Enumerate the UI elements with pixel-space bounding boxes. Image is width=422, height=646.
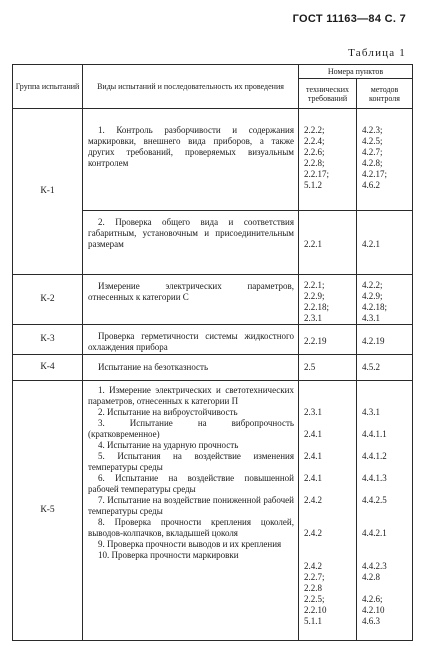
test-text: 8. Проверка прочности крепления цоколей, выводов-колпачков, вкладышей цоколя	[88, 517, 294, 538]
col-header-methods: методов контроля	[357, 79, 413, 109]
tech-ref: 2.2.17;	[304, 169, 330, 179]
table-row	[13, 355, 413, 381]
test-text: 6. Испытание на воздействие повышенной рабочей температуры среды	[88, 473, 294, 494]
method-ref: 4.2.8;	[362, 158, 383, 168]
test-text: Испытание на безотказность	[98, 362, 209, 372]
table-label: Таблица 1	[348, 47, 406, 59]
method-ref: 4.4.1.2	[362, 451, 387, 461]
test-text: 9. Проверка прочности выводов и их крепления	[98, 539, 282, 549]
test-text: Проверка герметичности системы жидкостного охлаждения прибора	[88, 331, 294, 352]
tech-ref: 2.2.7; 2.2.8	[304, 572, 325, 593]
tech-ref: 2.4.1	[304, 429, 322, 439]
method-ref: 4.2.1	[357, 211, 413, 275]
tech-ref: 2.5	[299, 355, 357, 381]
method-ref: 4.2.9;	[362, 291, 383, 301]
method-ref: 4.6.2	[362, 180, 380, 190]
tech-ref: 2.4.1	[304, 473, 322, 483]
page-header: ГОСТ 11163—84 С. 7	[292, 13, 406, 25]
test-text: 2. Испытание на виброустойчивость	[98, 407, 238, 417]
method-ref: 4.2.18;	[362, 302, 388, 312]
test-text: 7. Испытание на воздействие пониженной рабочей температуры среды	[88, 495, 294, 516]
method-ref: 4.2.2;	[362, 280, 383, 290]
method-ref: 4.5.2	[357, 355, 413, 381]
test-text: 3. Испытание на вибропрочность (кратковременное)	[88, 418, 294, 439]
tech-ref: 2.3.1	[304, 407, 322, 417]
group-cell: К-3	[13, 325, 83, 355]
method-ref: 4.3.1	[362, 313, 380, 323]
tech-ref: 2.2.9;	[304, 291, 325, 301]
tech-ref: 2.3.1	[304, 313, 322, 323]
method-ref: 4.2.5;	[362, 136, 383, 146]
table-row	[13, 109, 413, 211]
tech-ref: 2.4.2	[304, 495, 322, 505]
method-ref: 4.4.2.5	[362, 495, 387, 505]
table-row	[13, 381, 413, 641]
col-header-types: Виды испытаний и последовательность их проведения	[83, 65, 299, 109]
test-text: 2. Проверка общего вида и соответствия габаритным, установочным и присоединительным размерам	[88, 217, 294, 249]
method-ref: 4.2.8	[362, 572, 380, 582]
method-ref: 4.2.19	[357, 325, 413, 355]
test-text: 10. Проверка прочности маркировки	[98, 550, 239, 560]
method-ref: 4.2.17;	[362, 169, 388, 179]
group-cell: К-2	[13, 275, 83, 325]
tech-ref: 2.2.1	[299, 211, 357, 275]
tech-ref: 2.2.18;	[304, 302, 330, 312]
method-ref: 4.6.3	[362, 616, 380, 626]
tech-ref: 2.4.2	[304, 561, 322, 571]
method-ref: 4.4.2.1	[362, 528, 387, 538]
tech-ref: 2.2.2;	[304, 125, 325, 135]
method-ref: 4.3.1	[362, 407, 380, 417]
tech-ref: 2.4.2	[304, 528, 322, 538]
method-ref: 4.2.3;	[362, 125, 383, 135]
tech-ref: 2.2.1;	[304, 280, 325, 290]
col-header-tech: технических требований	[299, 79, 357, 109]
tech-ref: 2.2.6;	[304, 147, 325, 157]
test-text: 5. Испытания на воздействие изменения температуры среды	[88, 451, 294, 472]
group-cell: К-1	[13, 109, 83, 275]
col-header-group: Группа испытаний	[13, 65, 83, 109]
tech-ref: 5.1.1	[304, 616, 322, 626]
tech-ref: 2.4.1	[304, 451, 322, 461]
method-ref: 4.2.6; 4.2.10	[362, 594, 385, 615]
test-text: Измерение электрических параметров, отнесенных к категории С	[88, 281, 294, 302]
tests-table	[12, 64, 413, 641]
table-row	[13, 275, 413, 325]
test-text: 4. Испытание на ударную прочность	[98, 440, 239, 450]
method-ref: 4.4.1.3	[362, 473, 387, 483]
tech-ref: 2.2.4;	[304, 136, 325, 146]
method-ref: 4.4.1.1	[362, 429, 387, 439]
test-text: 1. Контроль разборчивости и содержания маркировки, внешнего вида приборов, а также других требований, проверяемых визуальным контролем	[88, 125, 294, 168]
tech-ref: 2.2.8;	[304, 158, 325, 168]
group-cell: К-4	[13, 355, 83, 381]
tech-ref: 2.2.19	[299, 325, 357, 355]
tech-ref: 5.1.2	[304, 180, 322, 190]
table-row	[13, 325, 413, 355]
test-text: 1. Измерение электрических и светотехнических параметров, отнесенных к категории П	[88, 385, 294, 406]
method-ref: 4.2.7;	[362, 147, 383, 157]
col-header-points: Номера пунктов	[299, 65, 413, 79]
tech-ref: 2.2.5; 2.2.10	[304, 594, 327, 615]
method-ref: 4.4.2.3	[362, 561, 387, 571]
group-cell: К-5	[13, 381, 83, 641]
